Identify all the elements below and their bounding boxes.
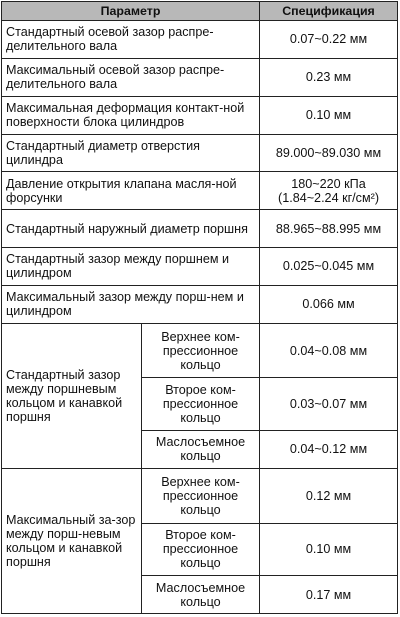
value-cell: 0.04~0.12 мм xyxy=(260,430,398,468)
value-cell: 0.025~0.045 мм xyxy=(260,248,398,286)
table-row xyxy=(2,96,398,134)
value-cell: 0.10 мм xyxy=(260,523,398,576)
group-param-cell: Стандартный зазор между поршневым кольцом и канавкой поршня xyxy=(2,323,142,468)
value-cell: 180~220 кПа (1.84~2.24 кг/см²) xyxy=(260,172,398,210)
value-cell: 0.17 мм xyxy=(260,576,398,614)
group-param-cell: Максимальный за-зор между порш-невым кольцом и канавкой поршня xyxy=(2,468,142,613)
ring-cell: Маслосъемное кольцо xyxy=(142,576,260,614)
table-row xyxy=(2,468,398,523)
table-row xyxy=(2,21,398,59)
table-row xyxy=(2,172,398,210)
param-cell: Максимальный осевой зазор распре-делительного вала xyxy=(2,58,260,96)
value-cell: 0.10 мм xyxy=(260,96,398,134)
header-param: Параметр xyxy=(2,2,260,21)
param-cell: Стандартный наружный диаметр поршня xyxy=(2,210,260,248)
table-row xyxy=(2,323,398,378)
table-row xyxy=(2,134,398,172)
value-cell: 0.04~0.08 мм xyxy=(260,323,398,378)
param-cell: Максимальный зазор между порш-нем и цилиндром xyxy=(2,285,260,323)
table-row xyxy=(2,248,398,286)
ring-cell: Маслосъемное кольцо xyxy=(142,430,260,468)
value-cell: 89.000~89.030 мм xyxy=(260,134,398,172)
table-row xyxy=(2,285,398,323)
param-cell: Стандартный осевой зазор распре-делительного вала xyxy=(2,21,260,59)
ring-cell: Второе ком-прессионное кольцо xyxy=(142,523,260,576)
param-cell: Стандартный зазор между поршнем и цилиндром xyxy=(2,248,260,286)
header-spec: Спецификация xyxy=(260,2,398,21)
ring-cell: Второе ком-прессионное кольцо xyxy=(142,378,260,431)
spec-table xyxy=(1,1,398,614)
param-cell: Давление открытия клапана масля-ной форсунки xyxy=(2,172,260,210)
param-cell: Максимальная деформация контакт-ной поверхности блока цилиндров xyxy=(2,96,260,134)
ring-cell: Верхнее ком-прессионное кольцо xyxy=(142,323,260,378)
table-row xyxy=(2,58,398,96)
table-row xyxy=(2,210,398,248)
header-row xyxy=(2,2,398,21)
value-cell: 0.03~0.07 мм xyxy=(260,378,398,431)
value-cell: 88.965~88.995 мм xyxy=(260,210,398,248)
value-cell: 0.07~0.22 мм xyxy=(260,21,398,59)
ring-cell: Верхнее ком-прессионное кольцо xyxy=(142,468,260,523)
value-cell: 0.066 мм xyxy=(260,285,398,323)
param-cell: Стандартный диаметр отверстия цилиндра xyxy=(2,134,260,172)
value-cell: 0.12 мм xyxy=(260,468,398,523)
value-cell: 0.23 мм xyxy=(260,58,398,96)
